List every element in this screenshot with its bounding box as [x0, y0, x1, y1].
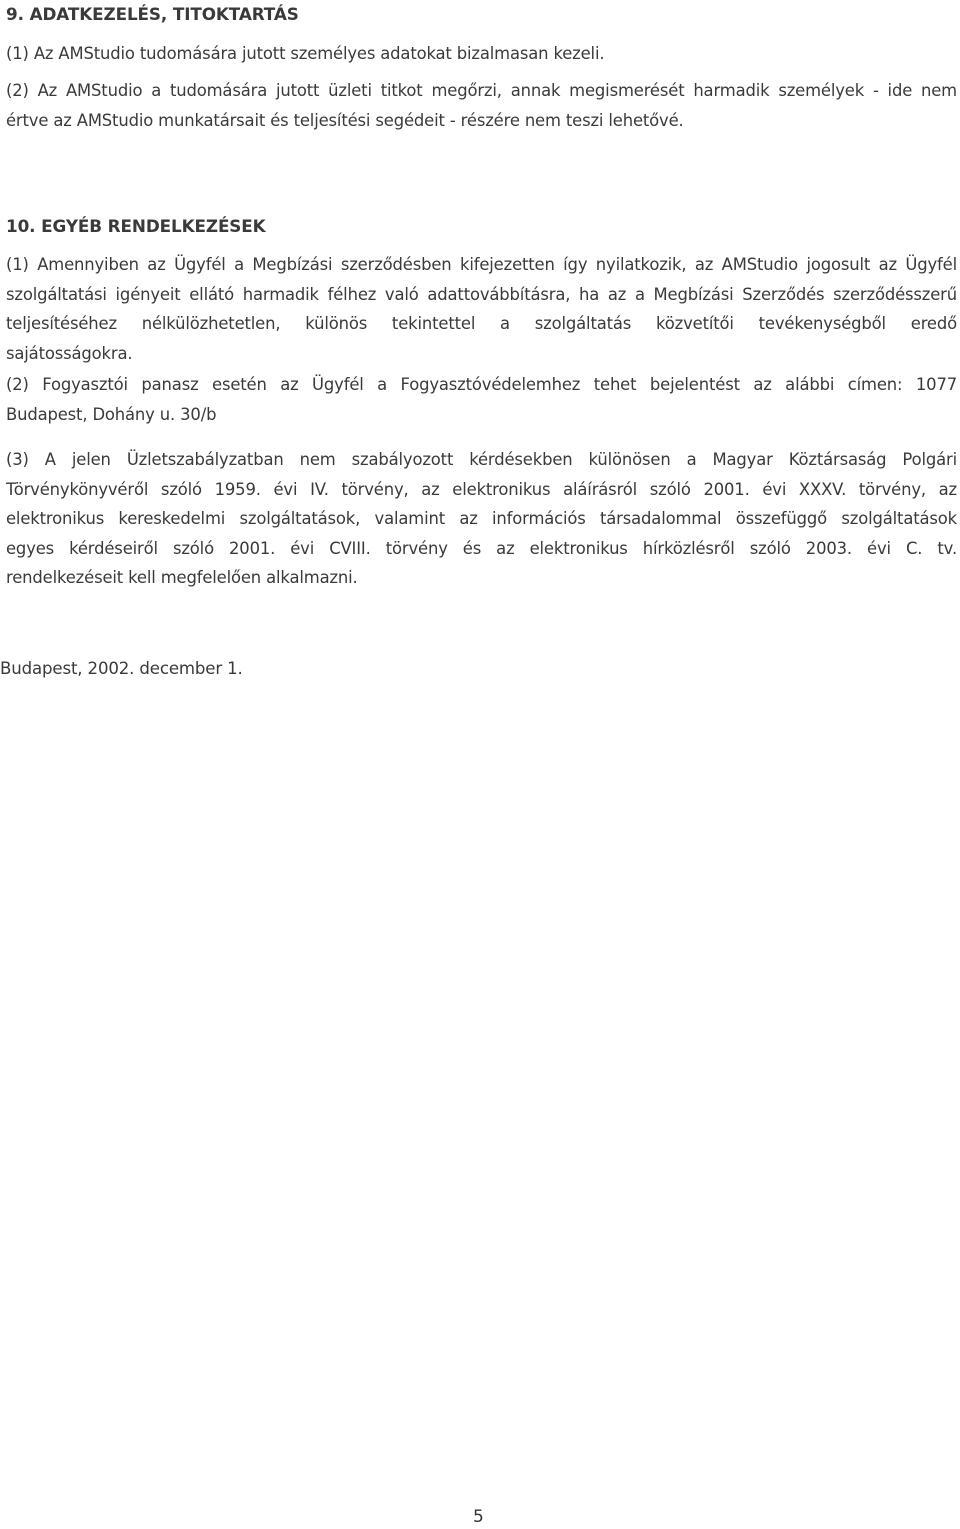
section-10-paragraph-3 [6, 445, 957, 593]
section-10-p3-line-4: egyes kérdéseiről szóló 2001. évi CVIII. törvény és az elektronikus hírközlésről szóló 2003. évi C. tv. [6, 538, 957, 558]
section-9-paragraph-2 [6, 76, 957, 135]
section-10-p3-line-3: elektronikus kereskedelmi szolgáltatások, valamint az információs társadalommal összefüggő szolgáltatások [6, 509, 957, 528]
section-10-p3-line-5: rendelkezéseit kell megfelelően alkalmazni. [6, 568, 358, 587]
section-10-heading: 10. EGYÉB RENDELKEZÉSEK [6, 216, 266, 236]
page-number: 5 [473, 1507, 484, 1527]
section-10-p1-line-2: szolgáltatási igényeit ellátó harmadik félhez való adattovábbításra, ha az a Megbízási Szerződés szerződésszerű [6, 284, 957, 304]
section-9-p1-text: (1) Az AMStudio tudomására jutott személyes adatokat bizalmasan kezeli. [6, 44, 605, 63]
section-10-p1-line-1: (1) Amennyiben az Ügyfél a Megbízási szerződésben kifejezetten így nyilatkozik, az AMStudio jogosult az Ügyfél [6, 255, 957, 274]
section-10-paragraph-2 [6, 370, 957, 429]
section-9-paragraph-1 [6, 39, 957, 69]
section-10-p3-line-1: (3) A jelen Üzletszabályzatban nem szabályozott kérdésekben különösen a Magyar Köztársaság Polgári [6, 450, 957, 469]
section-9-p2-line-1: (2) Az AMStudio a tudomására jutott üzleti titkot megőrzi, annak megismerését harmadik személyek - ide nem [6, 81, 957, 100]
section-10-paragraph-1 [6, 250, 957, 368]
section-9-heading: 9. ADATKEZELÉS, TITOKTARTÁS [6, 4, 299, 24]
section-10-p1-line-4: sajátosságokra. [6, 343, 133, 363]
section-9-p2-line-2: értve az AMStudio munkatársait és teljesítési segédeit - részére nem teszi lehetővé. [6, 110, 684, 130]
section-10-p2-line-2: Budapest, Dohány u. 30/b [6, 404, 217, 424]
section-10-p3-line-2: Törvénykönyvéről szóló 1959. évi IV. törvény, az elektronikus aláírásról szóló 2001. évi XXXV. törvény, az [6, 479, 957, 499]
section-10-p2-line-1: (2) Fogyasztói panasz esetén az Ügyfél a Fogyasztóvédelemhez tehet bejelentést az alábbi címen: 1077 [6, 375, 957, 394]
section-10-p1-line-3: teljesítéséhez nélkülözhetetlen, különös tekintettel a szolgáltatás közvetítői tevékenységből eredő [6, 314, 957, 333]
signature-place-date: Budapest, 2002. december 1. [0, 659, 243, 678]
